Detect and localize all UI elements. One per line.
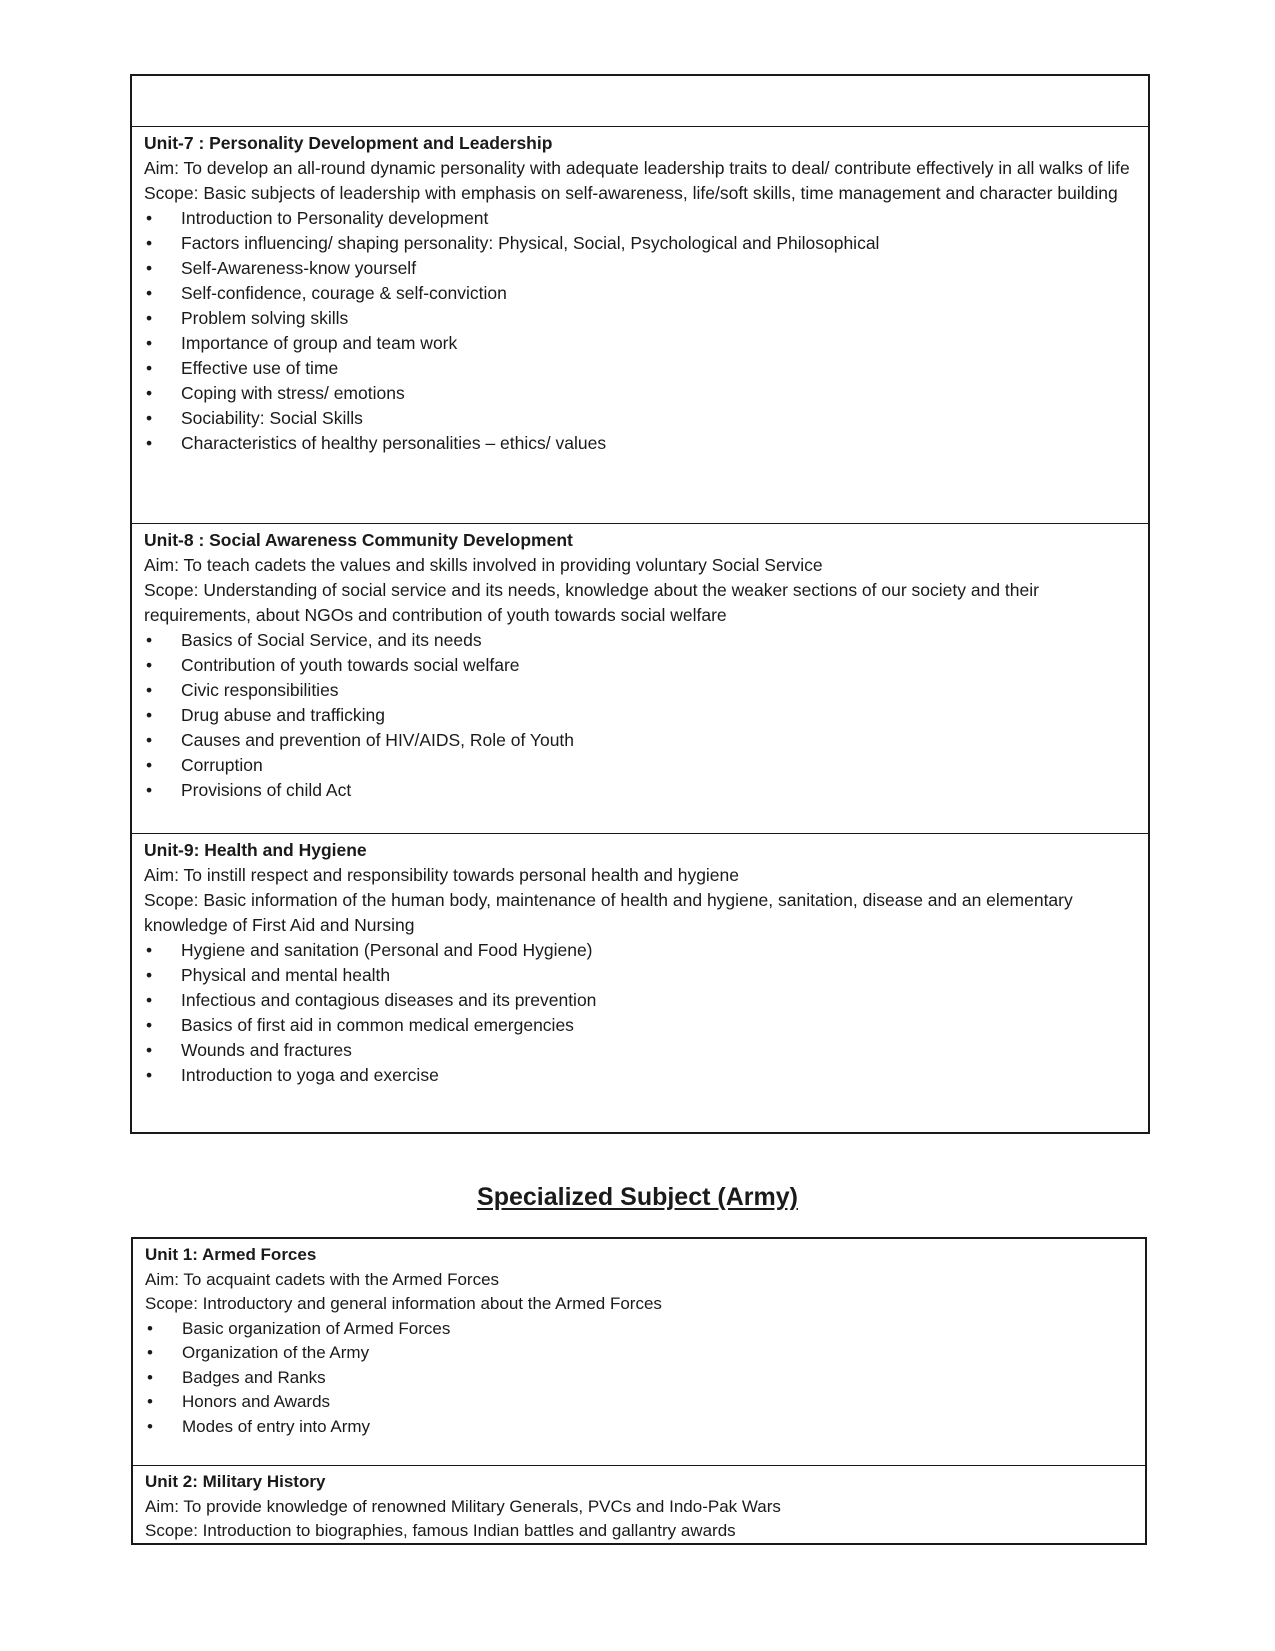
bullet-icon: •: [146, 630, 153, 650]
syllabus-table: [130, 74, 1150, 1134]
list-item: • Basics of first aid in common medical emergencies: [144, 1013, 1136, 1038]
bullet-icon: •: [146, 258, 153, 278]
unit-7-cell: [132, 126, 1148, 523]
list-item: • Badges and Ranks: [145, 1366, 1133, 1391]
list-item: • Drug abuse and trafficking: [144, 703, 1136, 728]
topic-list: [145, 1317, 1133, 1440]
list-item: • Introduction to Personality development: [144, 206, 1136, 231]
unit-title: Unit-8 : Social Awareness Community Development: [144, 530, 573, 550]
bullet-icon: •: [146, 730, 153, 750]
list-item: • Infectious and contagious diseases and its prevention: [144, 988, 1136, 1013]
empty-header-cell: [132, 76, 1148, 126]
unit-scope: Scope: Introductory and general information about the Armed Forces: [145, 1294, 662, 1313]
list-item: • Basics of Social Service, and its needs: [144, 628, 1136, 653]
unit-aim: Aim: To acquaint cadets with the Armed Forces: [145, 1269, 500, 1289]
list-item: • Contribution of youth towards social welfare: [144, 653, 1136, 678]
bullet-icon: •: [146, 780, 153, 800]
unit-aim: Aim: To instill respect and responsibility towards personal health and hygiene: [144, 865, 740, 885]
topic-list: [144, 206, 1136, 456]
list-item: • Factors influencing/ shaping personality: Physical, Social, Psychological and Philosophical: [144, 231, 1136, 256]
army-unit-1-cell: [133, 1239, 1145, 1465]
army-syllabus-table: [131, 1237, 1147, 1545]
unit-scope: Scope: Basic subjects of leadership with emphasis on self-awareness, life/soft skills, time management and character building: [144, 183, 1118, 203]
list-item: • Hygiene and sanitation (Personal and Food Hygiene): [144, 938, 1136, 963]
list-item: • Self-confidence, courage & self-conviction: [144, 281, 1136, 306]
list-item: • Basic organization of Armed Forces: [145, 1317, 1133, 1342]
bullet-icon: •: [146, 233, 153, 253]
unit-9-cell: [132, 833, 1148, 1132]
bullet-icon: •: [147, 1416, 153, 1436]
bullet-icon: •: [146, 1015, 153, 1035]
unit-title: Unit 1: Armed Forces: [145, 1245, 317, 1264]
bullet-icon: •: [146, 705, 153, 725]
list-item: • Civic responsibilities: [144, 678, 1136, 703]
topic-list: [144, 628, 1136, 803]
bullet-icon: •: [146, 358, 153, 378]
bullet-icon: •: [147, 1318, 153, 1338]
bullet-icon: •: [147, 1343, 153, 1362]
bullet-icon: •: [146, 383, 153, 403]
bullet-icon: •: [146, 680, 153, 700]
bullet-icon: •: [147, 1392, 153, 1411]
unit-scope: Scope: Understanding of social service and its needs, knowledge about the weaker sections of our society and their requirements, about NGOs and contribution of youth towards social welfare: [144, 580, 1039, 625]
list-item: • Self-Awareness-know yourself: [144, 256, 1136, 281]
list-item: • Coping with stress/ emotions: [144, 381, 1136, 406]
unit-aim: Aim: To develop an all-round dynamic personality with adequate leadership traits to deal/ contribute effectively in all walks of life: [144, 158, 1130, 178]
bullet-icon: •: [146, 940, 153, 960]
bullet-icon: •: [146, 308, 153, 328]
list-item: • Modes of entry into Army: [145, 1415, 1133, 1440]
list-item: • Problem solving skills: [144, 306, 1136, 331]
unit-title: Unit-7 : Personality Development and Leadership: [144, 133, 553, 153]
list-item: • Wounds and fractures: [144, 1038, 1136, 1063]
bullet-icon: •: [146, 1065, 153, 1085]
bullet-icon: •: [146, 433, 153, 453]
list-item: • Characteristics of healthy personalities – ethics/ values: [144, 431, 1136, 456]
unit-aim: Aim: To teach cadets the values and skills involved in providing voluntary Social Service: [144, 555, 823, 575]
list-item: • Organization of the Army: [145, 1341, 1133, 1366]
bullet-icon: •: [146, 1040, 153, 1060]
bullet-icon: •: [146, 655, 153, 675]
list-item: • Provisions of child Act: [144, 778, 1136, 803]
list-item: • Honors and Awards: [145, 1390, 1133, 1415]
list-item: • Introduction to yoga and exercise: [144, 1063, 1136, 1088]
bullet-icon: •: [146, 333, 153, 353]
bullet-icon: •: [147, 1367, 153, 1387]
unit-scope: Scope: Basic information of the human body, maintenance of health and hygiene, sanitation, disease and an elementary knowledge of First Aid and Nursing: [144, 890, 1073, 935]
bullet-icon: •: [146, 283, 153, 303]
unit-title: Unit 2: Military History: [145, 1472, 326, 1491]
list-item: • Importance of group and team work: [144, 331, 1136, 356]
unit-title: Unit-9: Health and Hygiene: [144, 840, 367, 860]
unit-8-cell: [132, 523, 1148, 833]
list-item: • Causes and prevention of HIV/AIDS, Role of Youth: [144, 728, 1136, 753]
bullet-icon: •: [146, 965, 153, 985]
list-item: • Effective use of time: [144, 356, 1136, 381]
list-item: • Physical and mental health: [144, 963, 1136, 988]
unit-scope: Scope: Introduction to biographies, famous Indian battles and gallantry awards: [145, 1521, 736, 1540]
bullet-icon: •: [146, 208, 153, 228]
section-heading: Specialized Subject (Army): [477, 1183, 798, 1211]
bullet-icon: •: [146, 408, 153, 428]
bullet-icon: •: [146, 755, 153, 775]
unit-aim: Aim: To provide knowledge of renowned Military Generals, PVCs and Indo-Pak Wars: [145, 1496, 781, 1516]
army-unit-2-cell: [133, 1465, 1145, 1543]
list-item: • Sociability: Social Skills: [144, 406, 1136, 431]
topic-list: [144, 938, 1136, 1088]
bullet-icon: •: [146, 990, 153, 1010]
list-item: • Corruption: [144, 753, 1136, 778]
